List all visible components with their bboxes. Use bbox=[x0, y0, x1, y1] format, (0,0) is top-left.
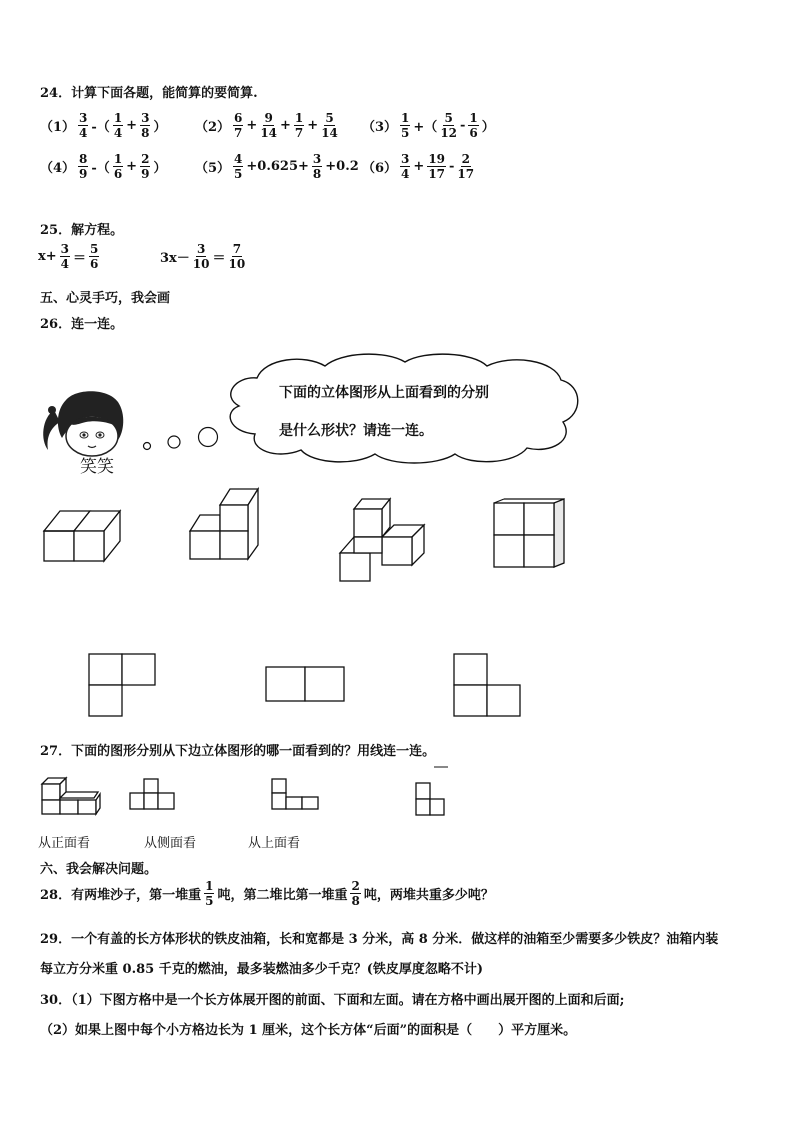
speech-cloud bbox=[215, 350, 585, 468]
expr-operator: +（ bbox=[413, 120, 438, 135]
fraction-denominator: 4 bbox=[113, 126, 123, 140]
expr-operator: + bbox=[413, 159, 425, 174]
top-view-shape-3 bbox=[450, 650, 530, 720]
fraction bbox=[233, 153, 243, 180]
q27-view-shape-2 bbox=[268, 775, 324, 817]
fraction-denominator: 10 bbox=[228, 257, 246, 271]
fraction-denominator: 6 bbox=[113, 167, 123, 181]
item-number-label: （1） bbox=[40, 120, 76, 135]
top-view-shape-2 bbox=[262, 663, 352, 708]
cloud-text-line1: 下面的立体图形从上面看到的分别 bbox=[279, 385, 489, 401]
fraction-numerator: 1 bbox=[401, 111, 410, 125]
fraction-denominator: 17 bbox=[457, 167, 475, 181]
fraction-numerator: 9 bbox=[264, 111, 273, 125]
fraction-numerator: 6 bbox=[234, 111, 243, 125]
fraction-numerator: 3 bbox=[79, 111, 88, 125]
fraction bbox=[294, 112, 304, 139]
fraction-numerator: 7 bbox=[232, 242, 242, 256]
fraction bbox=[140, 153, 150, 180]
expr-operator: -（ bbox=[91, 161, 110, 176]
view-label-front: 从正面看 bbox=[38, 836, 91, 851]
fraction-numerator: 1 bbox=[113, 152, 123, 166]
fraction bbox=[193, 243, 210, 270]
fraction bbox=[427, 153, 446, 180]
fraction bbox=[78, 112, 88, 139]
expr-operator: - bbox=[460, 118, 466, 133]
fraction-numerator: 2 bbox=[141, 152, 150, 166]
view-label-side: 从侧面看 bbox=[144, 836, 197, 851]
section-5-heading: 五、心灵手巧，我会画 bbox=[40, 291, 171, 306]
fraction-denominator: 4 bbox=[60, 257, 70, 271]
fraction-denominator: 5 bbox=[234, 167, 243, 181]
q28-fraction-2: $\frac{2}{8}$ bbox=[351, 879, 360, 908]
fraction-numerator: 1 bbox=[113, 111, 123, 125]
q29-line2: 每立方分米重 0.85 千克的燃油，最多装燃油多少千克？(铁皮厚度忽略不计) bbox=[40, 962, 484, 977]
expr-operator: x+ bbox=[38, 249, 57, 264]
fraction-numerator: 3 bbox=[141, 111, 150, 125]
fraction-numerator: 1 bbox=[469, 111, 478, 125]
solid-figure-2 bbox=[186, 485, 276, 565]
fraction bbox=[440, 112, 457, 139]
thought-bubbles bbox=[140, 425, 220, 455]
fraction-denominator: 5 bbox=[401, 126, 410, 140]
expr-operator: ） bbox=[153, 161, 167, 176]
fraction-denominator: 17 bbox=[428, 167, 446, 181]
fraction-denominator: 4 bbox=[79, 126, 88, 140]
fraction bbox=[457, 153, 474, 180]
q25-equation-1 bbox=[38, 243, 100, 270]
solid-figure-1 bbox=[40, 505, 130, 565]
fraction-denominator: 14 bbox=[260, 126, 278, 140]
fraction bbox=[400, 112, 410, 139]
fraction-numerator: 8 bbox=[79, 152, 88, 166]
fraction-denominator: 4 bbox=[401, 167, 410, 181]
q28-pre: 28．有两堆沙子，第一堆重 bbox=[40, 888, 202, 903]
view-label-top: 从上面看 bbox=[248, 836, 301, 851]
q24-title: 24．计算下面各题，能简算的要简算. bbox=[40, 86, 258, 101]
q24-item-2 bbox=[195, 112, 339, 139]
girl-name-label: 笑笑 bbox=[80, 457, 114, 477]
fraction-denominator: 8 bbox=[312, 167, 322, 181]
solid-figure-4 bbox=[490, 495, 580, 575]
fraction bbox=[312, 153, 322, 180]
fraction bbox=[113, 112, 123, 139]
expr-operator: ＝ bbox=[73, 251, 87, 266]
fraction-numerator: 4 bbox=[234, 152, 243, 166]
expr-operator: ） bbox=[153, 120, 167, 135]
fraction-numerator: 5 bbox=[325, 111, 334, 125]
top-view-shape-1 bbox=[85, 650, 165, 720]
q24-item-1 bbox=[40, 112, 166, 139]
fraction bbox=[60, 243, 70, 270]
q24-item-4 bbox=[40, 153, 166, 180]
expr-operator: + bbox=[307, 118, 319, 133]
fraction bbox=[140, 112, 150, 139]
q27-view-shape-3 bbox=[412, 765, 462, 821]
fraction-denominator: 14 bbox=[321, 126, 338, 140]
fraction bbox=[89, 243, 99, 270]
item-number-label: （4） bbox=[40, 161, 76, 176]
fraction-denominator: 7 bbox=[294, 126, 304, 140]
fraction-denominator: 9 bbox=[141, 167, 150, 181]
expr-operator: + bbox=[280, 118, 291, 133]
item-number-label: （5） bbox=[195, 161, 231, 176]
expr-operator: +0.625+ bbox=[246, 159, 309, 174]
q24-item-3 bbox=[362, 112, 495, 139]
fraction-numerator: 2 bbox=[461, 152, 470, 166]
fraction-denominator: 8 bbox=[141, 126, 150, 140]
fraction-denominator: 6 bbox=[469, 126, 478, 140]
fraction bbox=[113, 153, 123, 180]
fraction bbox=[321, 112, 338, 139]
fraction bbox=[78, 153, 88, 180]
expr-operator: ） bbox=[481, 120, 495, 135]
expr-operator: - bbox=[449, 159, 455, 174]
q27-solid-figure bbox=[38, 772, 102, 818]
expr-operator: +0.2 bbox=[325, 159, 359, 174]
fraction bbox=[229, 243, 246, 270]
q30-line2: （2）如果上图中每个小方格边长为 1 厘米，这个长方体“后面”的面积是（ ）平方厘米。 bbox=[40, 1023, 577, 1038]
fraction-numerator: 3 bbox=[196, 242, 206, 256]
fraction bbox=[468, 112, 478, 139]
fraction-denominator: 7 bbox=[234, 126, 243, 140]
fraction bbox=[233, 112, 243, 139]
q27-title: 27．下面的图形分别从下边立体图形的哪一面看到的？用线连一连。 bbox=[40, 744, 436, 759]
fraction-denominator: 10 bbox=[192, 257, 210, 271]
expr-operator: + bbox=[126, 159, 138, 174]
q24-item-6 bbox=[362, 153, 475, 180]
fraction bbox=[260, 112, 277, 139]
q28-post: 吨，两堆共重多少吨？ bbox=[363, 888, 494, 903]
solid-figure-3 bbox=[336, 497, 436, 587]
section-6-heading: 六、我会解决问题。 bbox=[40, 862, 158, 877]
expr-operator: -（ bbox=[91, 120, 110, 135]
q29-line1: 29．一个有盖的长方体形状的铁皮油箱，长和宽都是 3 分米，高 8 分米．做这样的油箱至少需要多少铁皮？油箱内装 bbox=[40, 932, 719, 947]
cloud-text-line2: 是什么形状？请连一连。 bbox=[279, 423, 433, 439]
q27-view-shape-1 bbox=[128, 775, 180, 817]
q25-equation-2 bbox=[160, 243, 246, 270]
fraction-denominator: 6 bbox=[90, 257, 99, 271]
expr-operator: 3x－ bbox=[160, 251, 190, 266]
fraction-numerator: 3 bbox=[401, 152, 410, 166]
fraction-denominator: 12 bbox=[440, 126, 458, 140]
q28-mid: 吨，第二堆比第一堆重 bbox=[217, 888, 348, 903]
fraction-numerator: 1 bbox=[294, 111, 304, 125]
fraction-numerator: 3 bbox=[312, 152, 322, 166]
expr-operator: + bbox=[126, 118, 138, 133]
fraction-numerator: 5 bbox=[444, 111, 453, 125]
item-number-label: （3） bbox=[362, 120, 398, 135]
q28-text bbox=[40, 880, 494, 907]
q30-line1: 30．（1）下图方格中是一个长方体展开图的前面、下面和左面。请在方格中画出展开图的上面和后面; bbox=[40, 993, 625, 1008]
fraction-numerator: 5 bbox=[90, 242, 99, 256]
q25-title: 25．解方程。 bbox=[40, 223, 124, 238]
fraction-numerator: 3 bbox=[60, 242, 70, 256]
item-number-label: （2） bbox=[195, 120, 231, 135]
item-number-label: （6） bbox=[362, 161, 398, 176]
q26-title: 26．连一连。 bbox=[40, 317, 124, 332]
fraction bbox=[400, 153, 410, 180]
fraction-denominator: 9 bbox=[79, 167, 88, 181]
fraction-numerator: 19 bbox=[428, 152, 446, 166]
expr-operator: + bbox=[246, 118, 258, 133]
q24-item-5 bbox=[195, 153, 359, 180]
q28-fraction-1: $\frac{1}{5}$ bbox=[205, 879, 214, 908]
expr-operator: ＝ bbox=[212, 251, 226, 266]
